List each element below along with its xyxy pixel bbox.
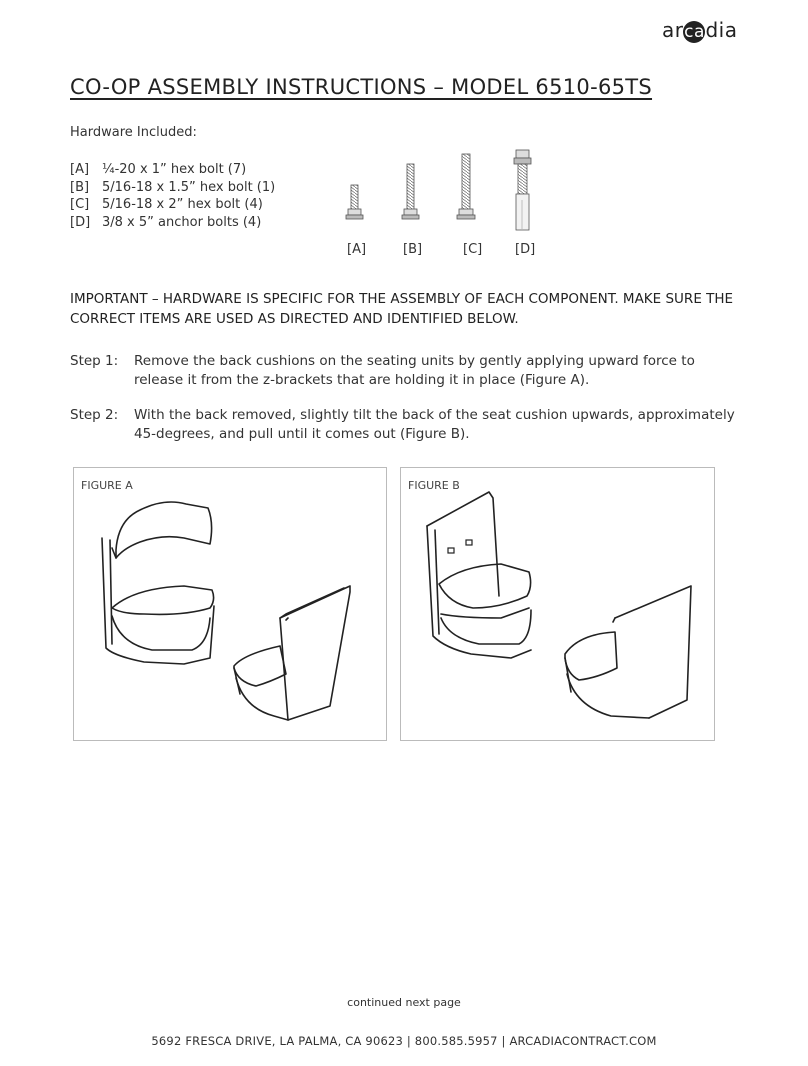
step-text: With the back removed, slightly tilt the back of the seat cushion upwards, approximately 45-degrees, and pull until it comes out (Figure B). [134,407,735,442]
logo-text-right: dia [705,18,738,42]
bolt-b-icon [402,164,419,219]
bolt-illustrations [335,145,550,235]
step-label: Step 2: [70,407,119,423]
figure-a [73,467,387,741]
bolt-label-b: [B] [403,242,423,257]
hardware-desc: 3/8 x 5” anchor bolts (4) [102,214,262,230]
hardware-item [70,215,360,233]
bolt-label-a: [A] [347,242,367,257]
figure-b-drawing [401,468,714,740]
bolt-a-icon [346,185,363,219]
page-title: CO-OP ASSEMBLY INSTRUCTIONS – MODEL 6510-65TS [70,75,653,99]
step-2 [70,406,740,444]
bolt-d-icon [514,150,531,230]
arcadia-logo [662,18,738,43]
important-note: IMPORTANT – HARDWARE IS SPECIFIC FOR THE ASSEMBLY OF EACH COMPONENT. MAKE SURE THE CORRECT ITEMS ARE USED AS DIRECTED AND IDENTIFIED BELOW. [70,291,734,327]
hardware-item [70,180,360,198]
figure-b [400,467,715,741]
hardware-code: [B] [70,179,90,195]
step-text: Remove the back cushions on the seating units by gently applying upward force to release it from the z-brackets that are holding it in place (Figure A). [134,353,695,388]
hardware-code: [C] [70,197,90,212]
bolt-c-icon [457,154,475,219]
hardware-list [70,162,360,232]
step-label: Step 1: [70,353,119,369]
hardware-code: [A] [70,162,90,177]
hardware-desc: ¼-20 x 1” hex bolt (7) [102,162,247,177]
footer-address: 5692 FRESCA DRIVE, LA PALMA, CA 90623 | 800.585.5957 | ARCADIACONTRACT.COM [151,1034,657,1048]
step-1 [70,352,740,390]
figure-a-drawing [74,468,386,740]
figure-b-caption: FIGURE B [408,479,460,492]
bolt-label-c: [C] [463,242,483,257]
logo-text-mid: ca [684,22,705,42]
hardware-item [70,197,360,215]
hardware-heading: Hardware Included: [70,125,197,140]
bolt-label-d: [D] [515,242,536,257]
figure-a-caption: FIGURE A [81,479,133,492]
continued-note: continued next page [347,996,461,1009]
hardware-code: [D] [70,214,91,230]
logo-text-left: ar [662,18,684,42]
hardware-item [70,162,360,180]
hardware-desc: 5/16-18 x 1.5” hex bolt (1) [102,179,276,195]
hardware-desc: 5/16-18 x 2” hex bolt (4) [102,197,263,212]
